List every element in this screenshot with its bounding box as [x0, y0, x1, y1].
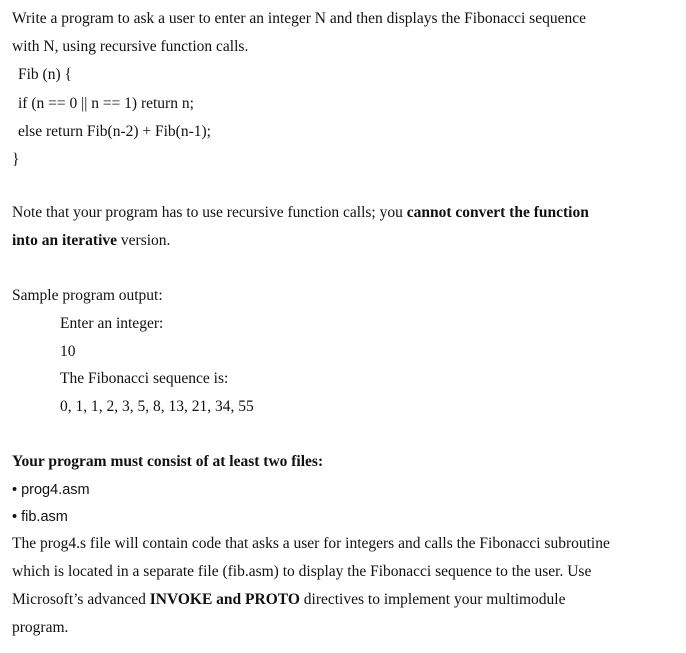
note-text: Note that your program has to use recursive function calls; you: [12, 204, 407, 221]
note-line-1: [12, 203, 589, 223]
closing-line-4: program.: [12, 619, 69, 636]
code-line-3: else return Fib(n-2) + Fib(n-1);: [18, 123, 211, 140]
note-emphasis-2: into an iterative: [12, 232, 118, 249]
closing-line-2: which is located in a separate file (fib.asm) to display the Fibonacci sequence to the user. Use: [12, 563, 592, 580]
closing-text-b: directives to implement your multimodule: [299, 591, 566, 608]
sample-result-label: The Fibonacci sequence is:: [60, 370, 229, 387]
closing-text-a: Microsoft’s advanced: [12, 591, 150, 608]
files-heading: [12, 452, 323, 472]
note-text-2: version.: [117, 232, 171, 249]
sample-heading: Sample program output:: [12, 287, 163, 304]
closing-line-3: [12, 590, 566, 610]
sample-sequence: 0, 1, 1, 2, 3, 5, 8, 13, 21, 34, 55: [60, 398, 254, 415]
file-item-fib: • fib.asm: [12, 509, 68, 525]
closing-emphasis: INVOKE and PROTO: [149, 591, 300, 608]
code-line-1: Fib (n) {: [18, 66, 72, 83]
file-item-prog4: • prog4.asm: [12, 482, 90, 498]
sample-prompt: Enter an integer:: [60, 315, 164, 332]
intro-line-2: with N, using recursive function calls.: [12, 38, 249, 55]
closing-line-1: The prog4.s file will contain code that asks a user for integers and calls the Fibonacci subroutine: [12, 535, 610, 552]
note-line-2: [12, 231, 170, 251]
code-line-2: if (n == 0 || n == 1) return n;: [18, 95, 194, 112]
files-heading-text: Your program must consist of at least two files:: [12, 453, 324, 470]
sample-input: 10: [60, 343, 76, 360]
code-line-4: }: [12, 151, 20, 168]
note-emphasis: cannot convert the function: [406, 204, 589, 221]
intro-line-1: Write a program to ask a user to enter an integer N and then displays the Fibonacci sequence: [12, 10, 586, 27]
